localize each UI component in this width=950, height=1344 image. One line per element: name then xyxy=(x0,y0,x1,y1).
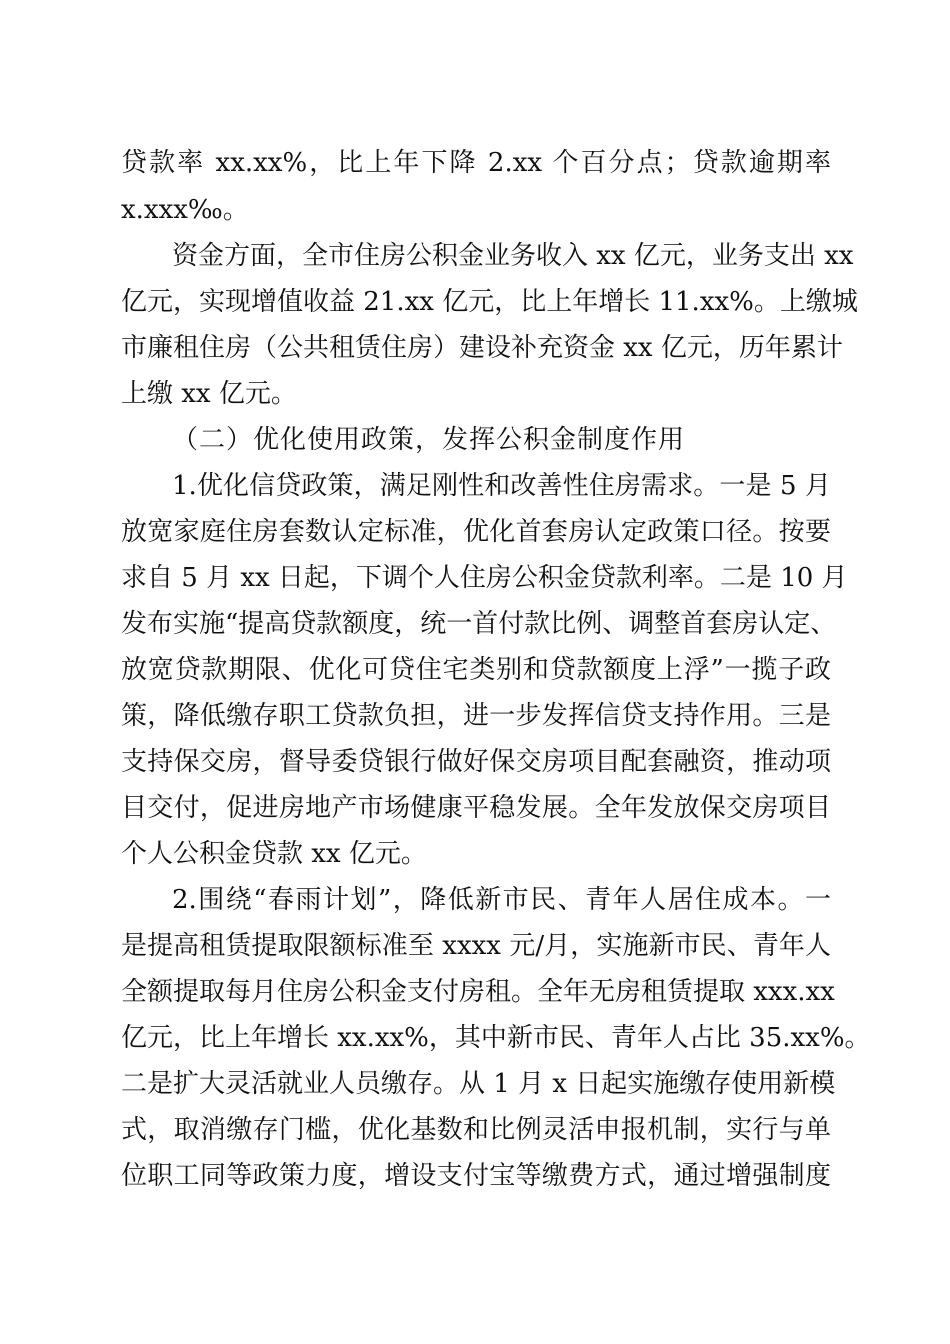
text-line: 全额提取每月住房公积金支付房租。全年无房租赁提取 xxx.xx xyxy=(121,977,835,1007)
text-line: 亿元，实现增值收益 21.xx 亿元，比上年增长 11.xx%。上缴城 xyxy=(121,287,858,317)
paragraph-start-line: 2.围绕“春雨计划”，降低新市民、青年人居住成本。一 xyxy=(172,885,831,915)
text-line: 个人公积金贷款 xx 亿元。 xyxy=(121,839,427,869)
paragraph-start-line: 1.优化信贷政策，满足刚性和改善性住房需求。一是 5 月 xyxy=(172,471,831,501)
text-line: 是提高租赁提取限额标准至 xxxx 元/月，实施新市民、青年人 xyxy=(121,931,831,961)
text-line: 贷款率 xx.xx%，比上年下降 2.xx 个百分点；贷款逾期率 xyxy=(121,148,831,178)
text-line: 式，取消缴存门槛，优化基数和比例灵活申报机制，实行与单 xyxy=(121,1115,831,1145)
text-line: 放宽贷款期限、优化可贷住宅类别和贷款额度上浮”一揽子政 xyxy=(121,655,831,685)
text-line: 策，降低缴存职工贷款负担，进一步发挥信贷支持作用。三是 xyxy=(121,701,831,731)
text-line: 位职工同等政策力度，增设支付宝等缴费方式，通过增强制度 xyxy=(121,1161,831,1191)
text-line: 市廉租住房（公共租赁住房）建设补充资金 xx 亿元，历年累计 xyxy=(121,333,843,363)
text-line: 放宽家庭住房套数认定标准，优化首套房认定政策口径。按要 xyxy=(121,517,831,547)
section-heading: （二）优化使用政策，发挥公积金制度作用 xyxy=(172,425,686,455)
text-line: x.xxx‰。 xyxy=(121,195,249,225)
text-line: 二是扩大灵活就业人员缴存。从 1 月 x 日起实施缴存使用新模 xyxy=(121,1069,836,1099)
text-line: 上缴 xx 亿元。 xyxy=(121,379,297,409)
paragraph-start-line: 资金方面，全市住房公积金业务收入 xx 亿元，业务支出 xx xyxy=(172,241,854,271)
text-line: 求自 5 月 xx 日起，下调个人住房公积金贷款利率。二是 10 月 xyxy=(121,563,848,593)
text-line: 目交付，促进房地产市场健康平稳发展。全年发放保交房项目 xyxy=(121,793,831,823)
text-line: 发布实施“提高贷款额度，统一首付款比例、调整首套房认定、 xyxy=(121,609,837,639)
text-line: 支持保交房，督导委贷银行做好保交房项目配套融资，推动项 xyxy=(121,747,831,777)
text-line: 亿元，比上年增长 xx.xx%，其中新市民、青年人占比 35.xx%。 xyxy=(121,1023,871,1053)
